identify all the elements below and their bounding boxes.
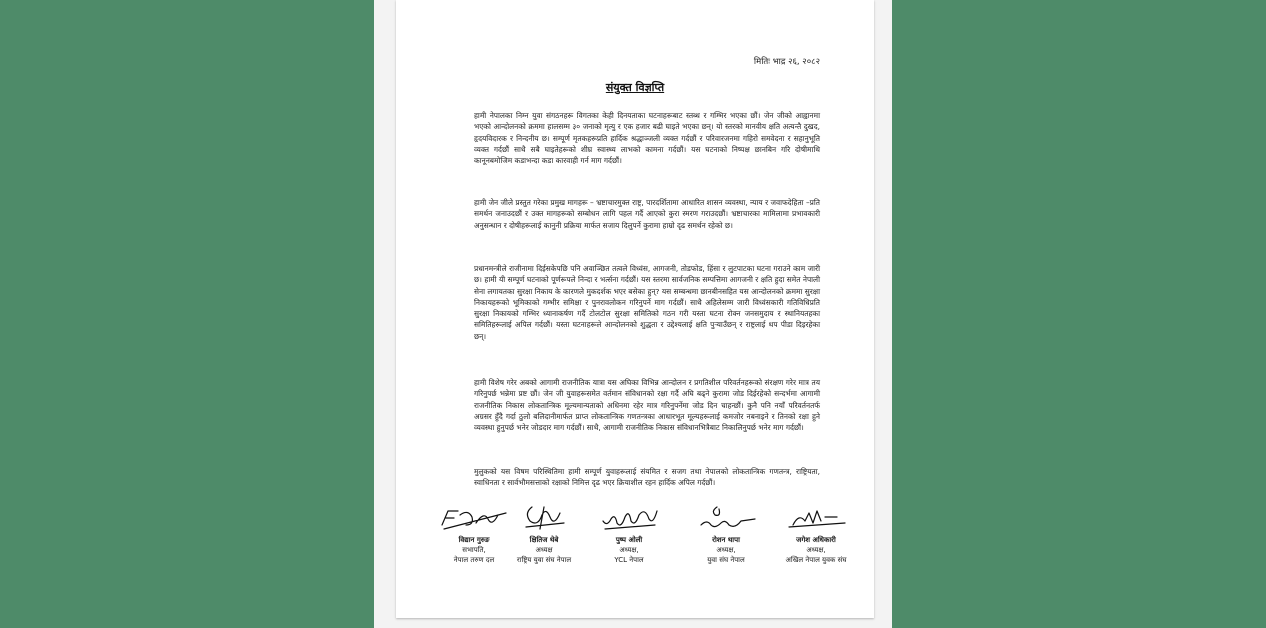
signatory-2-title: अध्यक्ष [535, 546, 553, 554]
signatory-5-title: अध्यक्ष, [806, 546, 826, 554]
date-line: मितिः भाद्र २६, २०८२ [753, 57, 820, 67]
signatory-3 [594, 503, 664, 565]
signatory-4-org: युवा संघ नेपाल [707, 556, 745, 564]
document-heading: संयुक्त विज्ञप्ति [605, 81, 665, 94]
signatory-5 [766, 503, 866, 565]
signatory-2 [504, 503, 584, 565]
handwritten-signature-4 [691, 503, 761, 533]
signatory-2-org: राष्ट्रिय युवा संघ नेपाल [516, 556, 572, 564]
signatory-4 [676, 503, 776, 565]
signatory-1 [434, 503, 514, 565]
signatory-1-name: विद्यान गुरुङ [458, 536, 490, 544]
handwritten-signature-1 [438, 503, 510, 533]
signatory-4-name: रोशन थापा [712, 536, 740, 544]
paragraph-2: हामी जेन जीले प्रस्तुत गरेका प्रमुख मागहरू – भ्रष्टाचारमुक्त राष्ट्र, पारदर्शितामा आधारित शासन व्यवस्था, न्याय र जवाफदेहिता –प्रति समर्थन जनाउदछौं र उक्त मागहरूको सम्बोधन लागि पहल गर्दै आएको कुरा स्मरण गराउदछौं। भ्रष्टाचारका मामिलामा प्रभावकारी अनुसन्धान र दोषीहरूलाई कानुनी प्रक्रिया मार्फत सजाय दिलुपर्ने कुरामा हाम्रो दृढ समर्थन रहेको छ। [474, 198, 820, 230]
document-page [396, 0, 874, 618]
paragraph-4: हामी विशेष गरेर अबको आगामी राजनीतिक यात्रा यस अघिका विभिन्न आन्दोलन र प्रगतिशील परिवर्तनहरूको संरक्षण गरेर मात्र तय गरिनुपर्छ भन्नेमा प्रष्ट छौं। जेन जी युवाहरूसमेत वर्तमान संविधानको रक्षा गर्दै अघि बढ्ने कुरामा जोड दिईरहेको सन्दर्भमा आगामी राजनीतिक निकास लोकतान्त्रिक मूल्यमान्यताको अधिनमा रहेर मात्र गरिनुपर्नेमा जोड दिन चाहन्छौं। कुनै पनि नयाँ परिवर्तनतर्फ अग्रसर हुँदै गर्दा ठुलो बलिदानीमार्फत प्राप्त लोकतान्त्रिक गणतन्त्रका आधारभूत मूल्यहरूलाई कमजोर नबनाइने र तिनको रक्षा हुने व्यवस्था हुनुपर्छ भनेर जोडदार माग गर्दछौं। साथै, आगामी राजनीतिक निकास संविधानभित्रैबाट निकालिनुपर्छ भनेर माग गर्दछौं। [474, 378, 820, 433]
paragraph-3: प्रधानमन्त्रीले राजीनामा दिईसकेपछि पनि अवाञ्छित तत्वले विध्वंस, आगजनी, तोडफोड, हिंसा र लुटपाटका घटना गराउने काम जारी छ। हामी यी सम्पूर्ण घटनाको पूर्णरूपले निन्दा र भर्त्सना गर्दछौं। यस स्तरमा सार्वजनिक सम्पत्तिमा आगजनी र क्षति हुदा समेत नेपाली सेना लगायतका सुरक्षा निकाय के कारणले मुकदर्शक भएर बसेका हुन्? यस सम्बन्धमा छानबीनसहित यस आन्दोलनको क्रममा सुरक्षा निकायहरूको भूमिकाको गम्भीर समिक्षा र पुनरावलोकन गरिनुपर्ने माग गर्दछौं। साथै अहिलेसम्म जारी विध्वंसकारी गतिविधिप्रति सुरक्षा निकायको गम्भिर ध्यानाकर्षण गर्दै टोलटोल सुरक्षा समितिको गठन गरी यस्ता घटना रोक्न जनसमुदाय र स्थानियतहका समितिहरूलाई अपिल गर्दछौं। यस्ता घटनाहरूले आन्दोलनको शुद्धता र उद्देश्यलाई क्षति पुऱ्याउँछन् र राष्ट्रलाई थप पीडा दिइरहेका छन्। [474, 264, 820, 341]
handwritten-signature-3 [599, 503, 659, 533]
paragraph-1: हामी नेपालका निम्न युवा संगठनहरू विगतका केही दिनयताका घटनाहरूबाट स्तब्ध र गम्भिर भएका छौं। जेन जीको आह्वानमा भएको आन्दोलनको क्रममा हालसम्म ३० जनाको मृत्यु र एक हजार बढी घाइते भएका छन्। यो स्तरको मानवीय क्षति अत्यन्तै दुखद, हृदयविदारक र निन्दनीय छ। सम्पूर्ण मृतकहरूप्रति हार्दिक श्रद्धाञ्जली व्यक्त गर्दछौं र परिवारजनमा गहिरो समवेदना र सहानुभूति व्यक्त गर्दछौं साथै सबै घाइतेहरूको शीघ्र स्वास्थ्य लाभको कामना गर्दछौं। यस घटनाको निष्पक्ष छानबिन गरि दोषीमाथि कानूनबमोजिम कडाभन्दा कडा कारवाही गर्न माग गर्दछौं। [474, 111, 820, 166]
paragraph-5: मुलुकको यस विषम परिस्थितिमा हामी सम्पूर्ण युवाहरूलाई संयमित र सजग तथा नेपालको लोकतान्त्रिक गणतन्त्र, राष्ट्रियता, स्वाधिनता र सार्वभौमसत्ताको रक्षाको निमित्त दृढ भएर क्रियाशील रहन हार्दिक अपिल गर्दछौं। [474, 467, 820, 488]
signatory-3-title: अध्यक्ष, [619, 546, 639, 554]
handwritten-signature-2 [514, 503, 574, 533]
signatory-3-name: पुष्प ओली [615, 536, 643, 544]
signatory-3-org: YCL नेपाल [614, 556, 644, 564]
signatory-5-name: जगेश अधिकारी [796, 536, 836, 544]
document-viewer [374, 0, 892, 628]
signatory-5-org: अखिल नेपाल युवक संघ [785, 556, 847, 564]
signatory-4-title: अध्यक्ष, [716, 546, 736, 554]
signatory-1-org: नेपाल तरुण दल [453, 556, 495, 564]
signatory-1-title: सभापति, [462, 546, 486, 554]
handwritten-signature-5 [781, 503, 851, 533]
signatory-2-name: क्षितिज थेबे [529, 536, 559, 544]
